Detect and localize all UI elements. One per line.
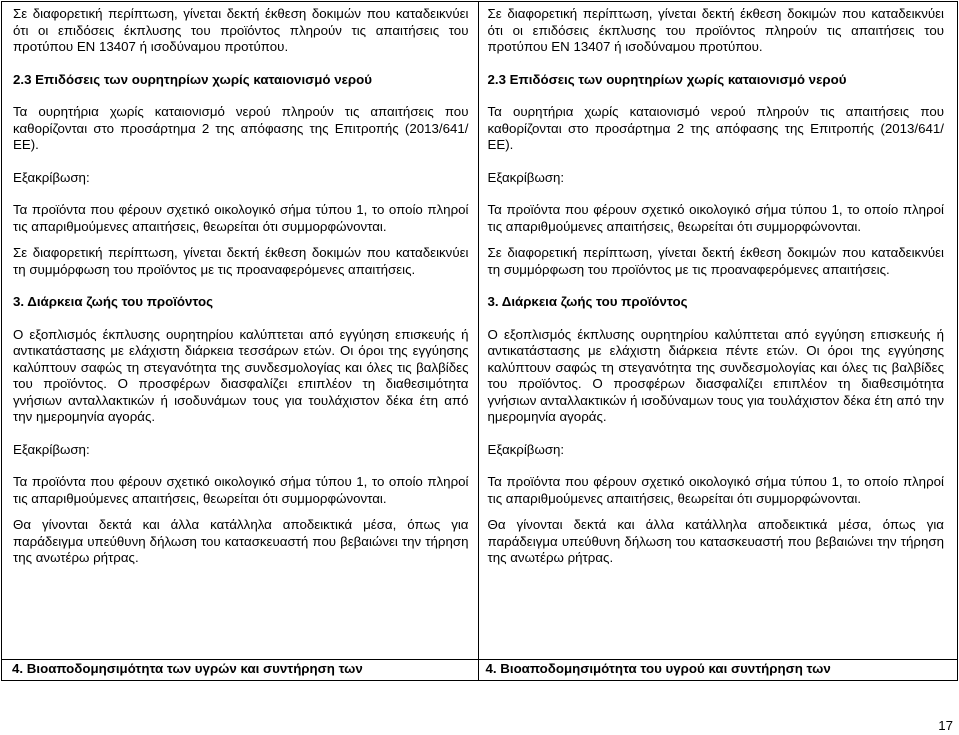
- right-section2-heading: 2.3 Επιδόσεις των ουρητηρίων χωρίς καταιονισμό νερού: [487, 71, 847, 87]
- right-verification-paragraph-1a: Τα προϊόντα που φέρουν σχετικό οικολογικό σήμα τύπου 1, το οποίο πληροί τις απαριθμούμενες απαιτήσεις, θεωρείται ότι συμμορφώνονται.: [487, 202, 944, 234]
- table-row: [2, 2, 958, 660]
- right-footer-cell: [479, 660, 958, 681]
- right-section4-heading: 4. Βιοαποδομησιμότητα του υγρού και συντήρηση των: [485, 661, 831, 676]
- right-verification-paragraph-2b: Θα γίνονται δεκτά και άλλα κατάλληλα αποδεικτικά μέσα, όπως για παράδειγμα υπεύθυνη δήλωση του κατασκευαστή που βεβαιώνει την τήρηση της ανωτέρω ρήτρας.: [487, 517, 944, 565]
- left-section4-heading: 4. Βιοαποδομησιμότητα των υγρών και συντήρηση των: [12, 661, 363, 676]
- right-verification-paragraph-2a: Τα προϊόντα που φέρουν σχετικό οικολογικό σήμα τύπου 1, το οποίο πληροί τις απαριθμούμενες απαιτήσεις, θεωρείται ότι συμμορφώνονται.: [487, 474, 944, 506]
- right-verification-paragraph-1b: Σε διαφορετική περίπτωση, γίνεται δεκτή έκθεση δοκιμών που καταδεικνύει τη συμμόρφωση του προϊόντος με τις προαναφερόμενες απαιτήσεις.: [487, 245, 944, 277]
- left-section3-heading: 3. Διάρκεια ζωής του προϊόντος: [13, 294, 214, 309]
- left-verification-paragraph-1b: Σε διαφορετική περίπτωση, γίνεται δεκτή έκθεση δοκιμών που καταδεικνύει τη συμμόρφωση του προϊόντος με τις προαναφερόμενες απαιτήσεις.: [13, 245, 469, 277]
- left-section2-heading: 2.3 Επιδόσεις των ουρητηρίων χωρίς καταιονισμό νερού: [13, 71, 372, 87]
- left-section2-paragraph: Τα ουρητήρια χωρίς καταιονισμό νερού πληρούν τις απαιτήσεις που καθορίζονται στο προσάρτημα 2 της απόφασης της Επιτροπής (2013/641/ΕΕ).: [13, 104, 469, 152]
- right-section3-paragraph: Ο εξοπλισμός έκπλυσης ουρητηρίου καλύπτεται από εγγύηση επισκευής ή αντικατάστασης με ελάχιστη διάρκεια πέντε ετών. Οι όροι της εγγύησης καλύπτουν σαφώς τη στεγανότητα της συνδεσμολογίας και όλες τις βαλβίδες του προϊόντος. Ο προσφέρων διασφαλίζει επιπλέον τη διαθεσιμότητα γνήσιων ανταλλακτικών ή ισοδύναμων τους για τουλάχιστον δέκα έτη από την ημερομηνία αγοράς.: [487, 326, 944, 424]
- left-column-cell: [2, 2, 479, 660]
- right-column-cell: [479, 2, 958, 660]
- right-section2-paragraph: Τα ουρητήρια χωρίς καταιονισμό νερού πληρούν τις απαιτήσεις που καθορίζονται στο προσάρτημα 2 της απόφασης της Επιτροπής (2013/641/ΕΕ).: [487, 104, 944, 152]
- comparison-table: [1, 1, 958, 681]
- right-section3-heading: 3. Διάρκεια ζωής του προϊόντος: [487, 294, 688, 309]
- right-verification-label-2: Εξακρίβωση:: [487, 441, 565, 457]
- right-intro-paragraph: Σε διαφορετική περίπτωση, γίνεται δεκτή έκθεση δοκιμών που καταδεικνύει ότι οι επιδόσεις έκπλυσης του προϊόντος πληρούν τις απαιτήσεις του προτύπου EN 13407 ή ισοδύναμου προτύπου.: [487, 6, 944, 54]
- left-verification-paragraph-2a: Τα προϊόντα που φέρουν σχετικό οικολογικό σήμα τύπου 1, το οποίο πληροί τις απαριθμούμενες απαιτήσεις, θεωρείται ότι συμμορφώνονται.: [13, 474, 469, 506]
- left-verification-label-1: Εξακρίβωση:: [13, 169, 90, 185]
- left-section3-paragraph: Ο εξοπλισμός έκπλυσης ουρητηρίου καλύπτεται από εγγύηση επισκευής ή αντικατάστασης με ελάχιστη διάρκεια τεσσάρων ετών. Οι όροι της εγγύησης καλύπτουν σαφώς τη στεγανότητα της συνδεσμολογίας και όλες τις βαλβίδες του προϊόντος. Ο προσφέρων διασφαλίζει επιπλέον τη διαθεσιμότητα γνήσιων ανταλλακτικών ή ισοδυνάμων τους για τουλάχιστον δέκα έτη από την ημερομηνία αγοράς.: [13, 326, 469, 424]
- left-verification-paragraph-1a: Τα προϊόντα που φέρουν σχετικό οικολογικό σήμα τύπου 1, το οποίο πληροί τις απαριθμούμενες απαιτήσεις, θεωρείται ότι συμμορφώνονται.: [13, 202, 469, 234]
- right-verification-label-1: Εξακρίβωση:: [487, 169, 565, 185]
- page-number: 17: [938, 718, 953, 733]
- table-row: [2, 660, 958, 681]
- left-verification-label-2: Εξακρίβωση:: [13, 441, 90, 457]
- left-footer-cell: [2, 660, 479, 681]
- left-verification-paragraph-2b: Θα γίνονται δεκτά και άλλα κατάλληλα αποδεικτικά μέσα, όπως για παράδειγμα υπεύθυνη δήλωση του κατασκευαστή που βεβαιώνει την τήρηση της ανωτέρω ρήτρας.: [13, 517, 469, 565]
- left-intro-paragraph: Σε διαφορετική περίπτωση, γίνεται δεκτή έκθεση δοκιμών που καταδεικνύει ότι οι επιδόσεις έκπλυσης του προϊόντος πληρούν τις απαιτήσεις του προτύπου EN 13407 ή ισοδύναμου προτύπου.: [13, 6, 469, 54]
